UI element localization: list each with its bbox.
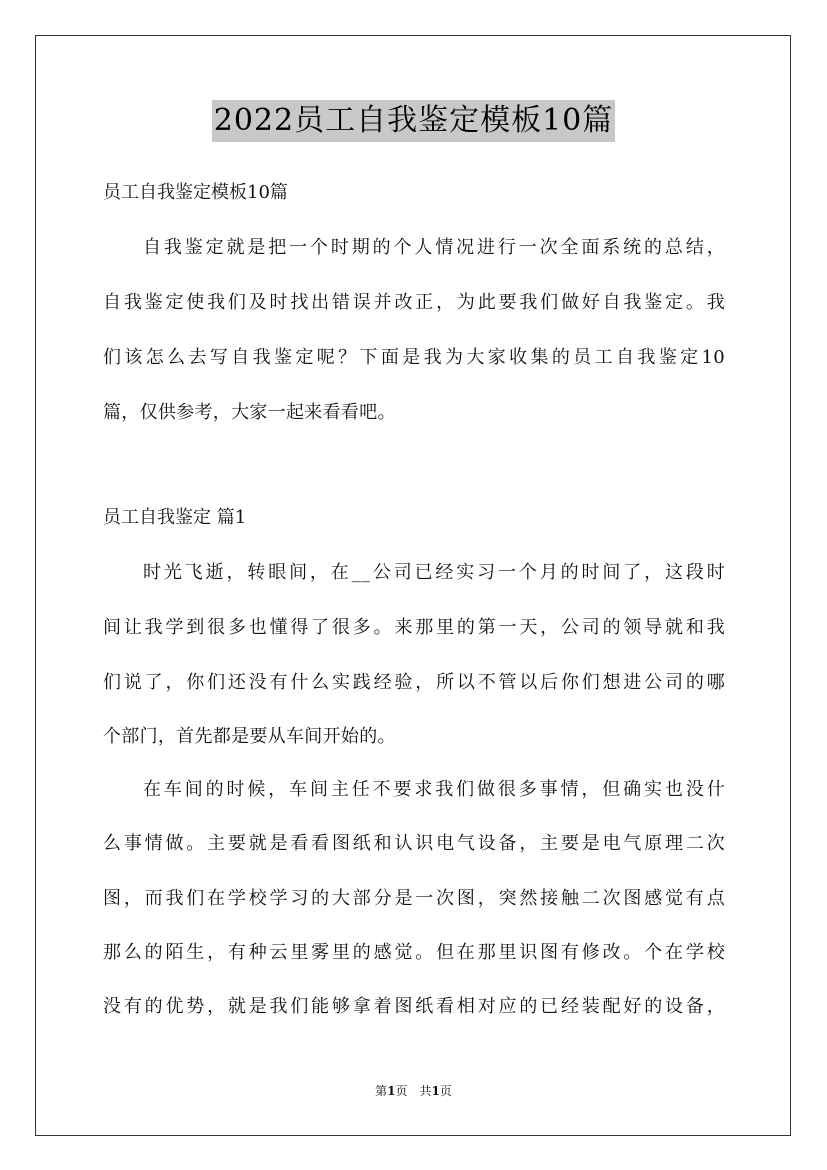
footer-page-current: 1 bbox=[387, 1084, 396, 1098]
page-footer bbox=[0, 1083, 827, 1099]
paragraph-line: 间让我学到很多也懂得了很多。来那里的第一天，公司的领导就和我 bbox=[103, 617, 725, 638]
document-subtitle: 员工自我鉴定模板10篇 bbox=[103, 182, 288, 203]
paragraph-line: 们说了，你们还没有什么实践经验，所以不管以后你们想进公司的哪 bbox=[103, 672, 725, 693]
footer-page-mid: 页 共 bbox=[395, 1084, 432, 1098]
paragraph-line: 时光飞逝，转眼间，在__公司已经实习一个月的时间了，这段时 bbox=[143, 562, 725, 583]
paragraph-line: 没有的优势，就是我们能够拿着图纸看相对应的已经装配好的设备， bbox=[103, 996, 725, 1017]
document-title-wrapper bbox=[0, 100, 827, 142]
paragraph-line: 个部门，首先都是要从车间开始的。 bbox=[103, 726, 396, 747]
footer-page-total: 1 bbox=[431, 1084, 440, 1098]
paragraph-line: 在车间的时候，车间主任不要求我们做很多事情，但确实也没什 bbox=[143, 779, 725, 800]
document-title: 2022员工自我鉴定模板10篇 bbox=[212, 100, 616, 142]
paragraph-line: 图，而我们在学校学习的大部分是一次图，突然接触二次图感觉有点 bbox=[103, 888, 725, 909]
footer-page-suffix: 页 bbox=[439, 1084, 452, 1098]
intro-line: 自我鉴定使我们及时找出错误并改正，为此要我们做好自我鉴定。我 bbox=[103, 292, 725, 313]
footer-page-prefix: 第 bbox=[375, 1084, 388, 1098]
paragraph-line: 么事情做。主要就是看看图纸和认识电气设备，主要是电气原理二次 bbox=[103, 833, 725, 854]
section-heading: 员工自我鉴定 篇1 bbox=[103, 507, 247, 528]
intro-line: 们该怎么去写自我鉴定呢？下面是我为大家收集的员工自我鉴定10 bbox=[103, 347, 725, 368]
intro-line: 篇，仅供参考，大家一起来看看吧。 bbox=[103, 402, 396, 423]
paragraph-line: 那么的陌生，有种云里雾里的感觉。但在那里识图有修改。个在学校 bbox=[103, 942, 725, 963]
intro-line: 自我鉴定就是把一个时期的个人情况进行一次全面系统的总结， bbox=[143, 237, 725, 258]
